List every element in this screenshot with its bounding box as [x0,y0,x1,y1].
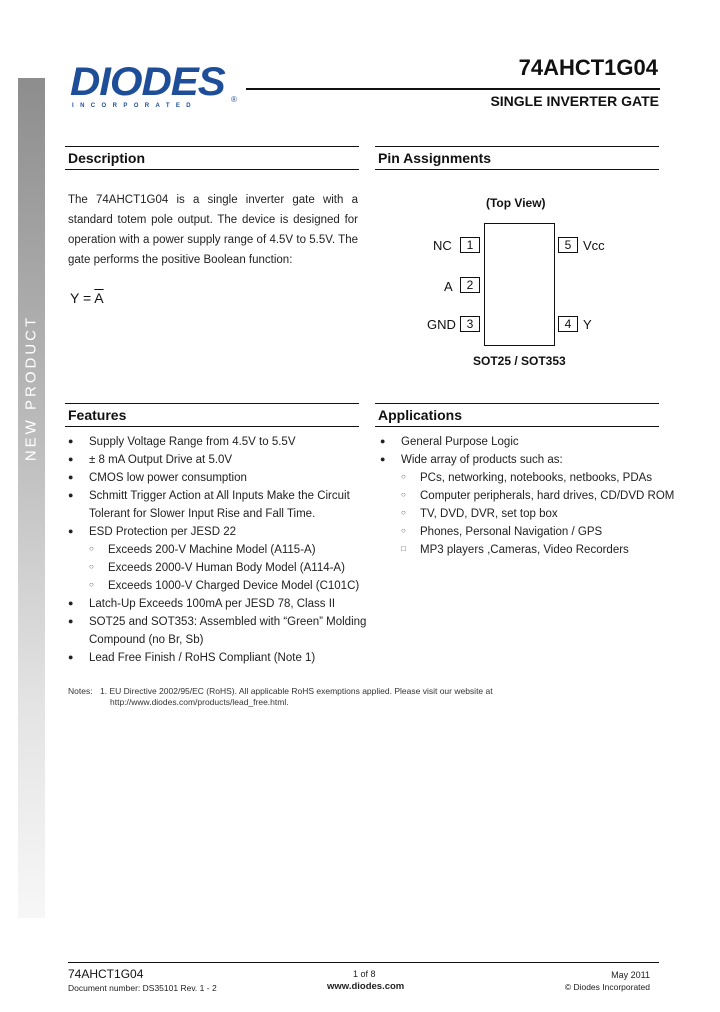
application-subtext: PCs, networking, notebooks, netbooks, PDAs [420,472,653,484]
pins-bottom-rule [375,169,659,170]
part-number-title: 74AHCT1G04 [518,55,658,80]
application-text: Wide array of products such as: [401,454,563,466]
document-subtitle: SINGLE INVERTER GATE [490,93,659,109]
description-heading: Description [68,150,146,166]
diodes-logo: DIODES [70,60,225,104]
feature-subtext: Exceeds 2000-V Human Body Model (A114-A) [108,562,345,574]
feature-text: ESD Protection per JESD 22 [89,526,237,538]
feature-subitem [89,580,360,592]
chip-body [484,223,555,346]
circle-bullet-icon: ○ [401,472,406,481]
bullet-icon: ● [68,652,74,662]
feature-text: Schmitt Trigger Action at All Inputs Make the Circuit [89,490,350,502]
equation-not-a: $\overline{A}$ [94,290,104,306]
feature-item [68,454,233,466]
applications-bottom-rule [375,426,659,427]
feature-item-continuation: Compound (no Br, Sb) [89,634,204,646]
application-text: General Purpose Logic [401,436,519,448]
bullet-icon: ● [68,436,74,446]
pin-4-label: Y [583,317,592,332]
feature-item [68,616,367,628]
pin-2-box: 2 [460,277,480,293]
features-heading: Features [68,407,127,423]
logo-tagline: INCORPORATED [72,103,198,109]
notes-text: 1. EU Directive 2002/95/EC (RoHS). All applicable RoHS exemptions applied. Please visit our website at [100,686,493,696]
footer-website-link[interactable]: www.diodes.com [327,981,405,992]
features-top-rule [65,403,359,404]
footer-page-number: 1 of 8 [353,969,376,979]
circle-bullet-icon: ○ [89,580,94,589]
feature-item [68,490,350,502]
circle-bullet-icon: ○ [401,490,406,499]
description-bottom-rule [65,169,359,170]
pins-top-rule [375,146,659,147]
boolean-equation [70,290,104,306]
bullet-icon: ● [68,490,74,500]
application-subitem [401,472,653,484]
feature-item [68,436,296,448]
feature-text: Lead Free Finish / RoHS Compliant (Note 1) [89,652,316,664]
application-subitem [401,508,558,520]
pin-1-label: NC [433,238,452,253]
pin-2-label: A [444,279,453,294]
square-bullet-icon: □ [401,544,406,553]
feature-item-continuation: Tolerant for Slower Input Rise and Fall Time. [89,508,316,520]
description-top-rule [65,146,359,147]
feature-item [68,598,336,610]
header-divider [246,88,660,90]
footer-document-number: Document number: DS35101 Rev. 1 - 2 [68,983,217,993]
applications-heading: Applications [378,407,463,423]
application-item [380,436,519,448]
equation-left: Y = [70,290,95,306]
circle-bullet-icon: ○ [401,508,406,517]
pin-5-box: 5 [558,237,578,253]
circle-bullet-icon: ○ [401,526,406,535]
feature-subitem [89,562,345,574]
bullet-icon: ● [380,454,386,464]
application-item [380,454,563,466]
description-text: The 74AHCT1G04 is a single inverter gate with a standard totem pole output. The device is designed for operation with a power supply range of 4.5V to 5.5V. The gate performs the positive Boolean function: [68,194,358,266]
notes-link[interactable]: http://www.diodes.com/products/lead_free.html. [110,697,289,707]
registered-mark: ® [231,95,237,104]
bullet-icon: ● [380,436,386,446]
feature-text: SOT25 and SOT353: Assembled with “Green” Molding [89,616,367,628]
feature-item [68,472,247,484]
bullet-icon: ● [68,472,74,482]
footer-date: May 2011 [611,970,650,980]
features-bottom-rule [65,426,359,427]
application-subtext: MP3 players ,Cameras, Video Recorders [420,544,629,556]
feature-item [68,652,316,664]
package-label: SOT25 / SOT353 [473,354,566,368]
feature-text: CMOS low power consumption [89,472,247,484]
bullet-icon: ● [68,454,74,464]
pin-1-box: 1 [460,237,480,253]
pin-3-box: 3 [460,316,480,332]
footer-copyright: © Diodes Incorporated [564,982,650,992]
pin-3-label: GND [427,317,456,332]
application-subtext: Computer peripherals, hard drives, CD/DVD ROM [420,490,675,502]
feature-subitem [89,544,316,556]
notes-label: Notes: [68,686,93,696]
feature-item [68,526,237,538]
footer-part-number: 74AHCT1G04 [68,967,144,981]
bullet-icon: ● [68,598,74,608]
pin-4-box: 4 [558,316,578,332]
application-subtext: Phones, Personal Navigation / GPS [420,526,603,538]
feature-text: ± 8 mA Output Drive at 5.0V [89,454,233,466]
applications-top-rule [375,403,659,404]
circle-bullet-icon: ○ [89,562,94,571]
top-view-label: (Top View) [486,196,546,210]
feature-subtext: Exceeds 1000-V Charged Device Model (C101C) [108,580,360,592]
pin-assignments-heading: Pin Assignments [378,150,492,166]
feature-text: Latch-Up Exceeds 100mA per JESD 78, Class II [89,598,336,610]
application-subitem [401,526,603,538]
circle-bullet-icon: ○ [89,544,94,553]
feature-subtext: Exceeds 200-V Machine Model (A115-A) [108,544,316,556]
bullet-icon: ● [68,526,74,536]
application-subitem [401,490,675,502]
footer-divider [68,962,659,963]
application-subtext: TV, DVD, DVR, set top box [420,508,558,520]
application-subitem [401,544,629,556]
pin-5-label: Vcc [583,238,605,253]
sidebar-label: NEW PRODUCT [22,314,40,462]
bullet-icon: ● [68,616,74,626]
new-product-sidebar [18,78,45,918]
feature-text: Supply Voltage Range from 4.5V to 5.5V [89,436,296,448]
